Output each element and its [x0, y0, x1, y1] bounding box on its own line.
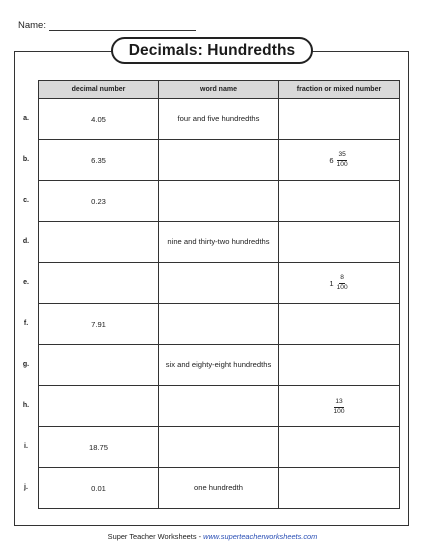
decimal-value: 7.91: [91, 319, 106, 329]
table-row: [39, 304, 400, 345]
table-row: [39, 263, 400, 304]
mixed-number: [332, 399, 345, 415]
fraction-cell[interactable]: [279, 263, 400, 304]
decimal-value: 0.23: [91, 196, 106, 206]
decimal-number-cell[interactable]: [39, 99, 159, 140]
word-name-cell[interactable]: [159, 263, 279, 304]
table-row: [39, 222, 400, 263]
row-letter: i.: [24, 443, 28, 450]
decimal-number-cell[interactable]: [39, 140, 159, 181]
decimal-number-cell[interactable]: [39, 304, 159, 345]
numerator: 8: [339, 275, 345, 284]
word-name-cell[interactable]: [159, 386, 279, 427]
word-name-cell[interactable]: [159, 181, 279, 222]
row-letter: e.: [23, 279, 29, 286]
decimal-number-cell[interactable]: [39, 386, 159, 427]
header-word-name: word name: [159, 81, 279, 99]
row-letter: g.: [22, 361, 30, 368]
decimal-value: 0.01: [91, 483, 106, 493]
word-name-value: nine and thirty-two hundredths: [167, 237, 270, 247]
decimal-number-cell[interactable]: [39, 427, 159, 468]
denominator: 100: [336, 283, 348, 291]
name-field-row: [18, 20, 196, 31]
decimals-table: [38, 80, 400, 509]
fraction: [336, 152, 349, 168]
row-letter: b.: [22, 156, 30, 163]
fraction-cell[interactable]: [279, 99, 400, 140]
row-letter: j.: [24, 484, 28, 491]
row-letter: h.: [22, 402, 30, 409]
fraction-cell[interactable]: [279, 304, 400, 345]
header-fraction: fraction or mixed number: [279, 81, 400, 99]
worksheet-title: Decimals: Hundredths: [111, 37, 313, 64]
table-row: [39, 140, 400, 181]
word-name-cell[interactable]: [159, 345, 279, 386]
header-decimal-number: decimal number: [39, 81, 159, 99]
word-name-value: six and eighty-eight hundredths: [165, 360, 272, 370]
decimal-value: 4.05: [91, 114, 106, 124]
decimal-number-cell[interactable]: [39, 468, 159, 509]
table-row: [39, 427, 400, 468]
word-name-cell[interactable]: [159, 222, 279, 263]
table-row: [39, 468, 400, 509]
table-row: [39, 386, 400, 427]
word-name-cell[interactable]: [159, 140, 279, 181]
word-name-cell[interactable]: [159, 427, 279, 468]
decimal-value: 18.75: [88, 442, 108, 452]
name-label: Name:: [18, 20, 46, 31]
table-row: [39, 99, 400, 140]
word-name-value: one hundredth: [194, 483, 243, 493]
decimal-number-cell[interactable]: [39, 222, 159, 263]
fraction-cell[interactable]: [279, 345, 400, 386]
row-letter: c.: [23, 197, 29, 204]
fraction-cell[interactable]: [279, 181, 400, 222]
footer: [0, 532, 425, 541]
denominator: 100: [333, 408, 345, 415]
table-row: [39, 345, 400, 386]
fraction-cell[interactable]: [279, 222, 400, 263]
fraction-cell[interactable]: [279, 427, 400, 468]
whole-number: 6: [329, 155, 334, 165]
row-letter: f.: [23, 320, 29, 327]
decimal-number-cell[interactable]: [39, 263, 159, 304]
mixed-number: [329, 152, 348, 168]
denominator: 100: [336, 160, 348, 168]
row-letter: a.: [23, 115, 29, 122]
fraction-cell[interactable]: [279, 140, 400, 181]
fraction: [332, 399, 345, 415]
table-row: [39, 181, 400, 222]
mixed-number: [329, 275, 348, 291]
footer-url[interactable]: www.superteacherworksheets.com: [203, 532, 318, 541]
decimal-value: 6.35: [91, 155, 106, 165]
row-letters: [14, 98, 38, 508]
fraction-cell[interactable]: [279, 386, 400, 427]
footer-text: Super Teacher Worksheets -: [107, 532, 204, 541]
table-header-row: [39, 81, 400, 99]
row-letter: d.: [22, 238, 30, 245]
whole-number: 1: [329, 278, 334, 288]
decimal-number-cell[interactable]: [39, 181, 159, 222]
word-name-cell[interactable]: [159, 304, 279, 345]
word-name-cell[interactable]: [159, 468, 279, 509]
numerator: 13: [334, 399, 343, 408]
decimal-number-cell[interactable]: [39, 345, 159, 386]
fraction: [336, 275, 349, 291]
fraction-cell[interactable]: [279, 468, 400, 509]
name-blank-line[interactable]: [49, 20, 196, 31]
word-name-value: four and five hundredths: [177, 114, 260, 124]
numerator: 35: [337, 152, 346, 161]
word-name-cell[interactable]: [159, 99, 279, 140]
